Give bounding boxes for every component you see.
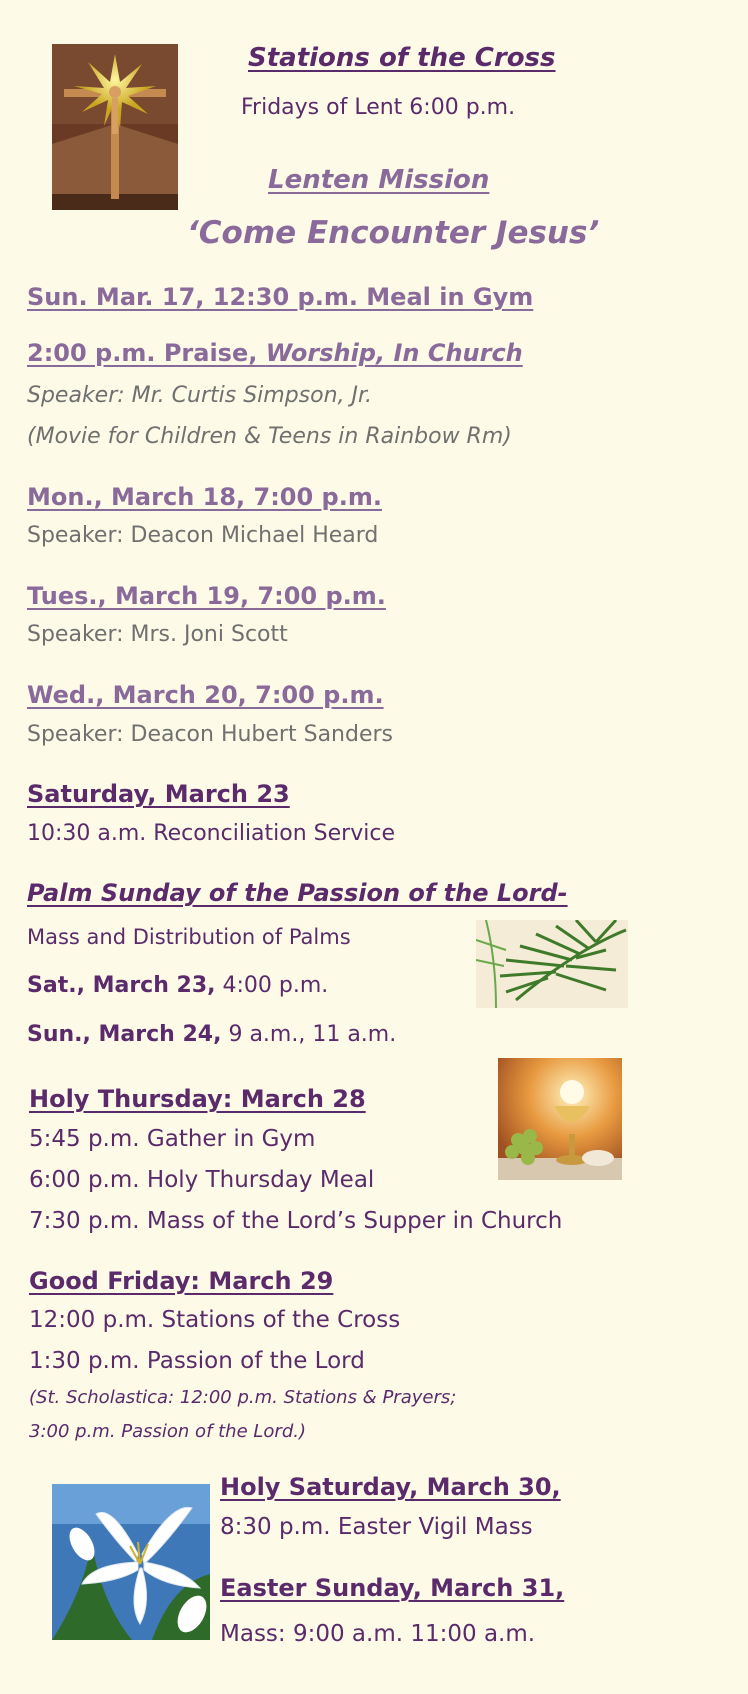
easter-line1: Mass: 9:00 a.m. 11:00 a.m.	[220, 1621, 536, 1647]
palm-image	[476, 920, 628, 1008]
holy-thursday-line3: 7:30 p.m. Mass of the Lord’s Supper in Church	[29, 1208, 563, 1234]
palm-line1: Mass and Distribution of Palms	[27, 925, 351, 949]
lily-image	[52, 1484, 210, 1640]
chalice-image	[498, 1058, 622, 1180]
palm-sat-bold: Sat., March 23,	[27, 973, 216, 998]
wed-heading: Wed., March 20, 7:00 p.m.	[27, 681, 384, 709]
good-friday-line1: 12:00 p.m. Stations of the Cross	[29, 1307, 401, 1333]
holy-thursday-line1: 5:45 p.m. Gather in Gym	[29, 1126, 316, 1152]
tue-heading: Tues., March 19, 7:00 p.m.	[27, 582, 386, 610]
easter-heading: Easter Sunday, March 31,	[220, 1574, 565, 1602]
mon-heading: Mon., March 18, 7:00 p.m.	[27, 483, 382, 511]
stations-title: Stations of the Cross	[248, 43, 556, 73]
sun-movie-note: (Movie for Children & Teens in Rainbow Rm)	[27, 424, 512, 449]
sun-meal-heading: Sun. Mar. 17, 12:30 p.m. Meal in Gym	[27, 283, 534, 311]
stations-subtitle: Fridays of Lent 6:00 p.m.	[241, 95, 516, 120]
palm-sun-rest: 9 a.m., 11 a.m.	[221, 1022, 397, 1047]
good-friday-line2: 1:30 p.m. Passion of the Lord	[29, 1348, 365, 1374]
sun-praise-heading	[27, 341, 523, 365]
palm-sun-bold: Sun., March 24,	[27, 1022, 222, 1047]
mission-title: Lenten Mission	[268, 165, 490, 195]
good-friday-note2: 3:00 p.m. Passion of the Lord.)	[29, 1421, 306, 1442]
holy-saturday-line1: 8:30 p.m. Easter Vigil Mass	[220, 1514, 533, 1540]
holy-thursday-heading: Holy Thursday: March 28	[29, 1085, 366, 1113]
sun-praise-italic: Worship, In Church	[265, 339, 523, 367]
wed-speaker: Speaker: Deacon Hubert Sanders	[27, 722, 393, 747]
sun-speaker: Speaker: Mr. Curtis Simpson, Jr.	[27, 383, 373, 408]
palm-sat-rest: 4:00 p.m.	[215, 973, 329, 998]
holy-thursday-line2: 6:00 p.m. Holy Thursday Meal	[29, 1167, 375, 1193]
saturday-heading: Saturday, March 23	[27, 780, 290, 808]
palm-sat-line	[27, 975, 328, 997]
tue-speaker: Speaker: Mrs. Joni Scott	[27, 622, 288, 647]
sun-praise-prefix: 2:00 p.m. Praise,	[27, 339, 266, 367]
palm-heading: Palm Sunday of the Passion of the Lord-	[27, 879, 568, 907]
palm-sun-line	[27, 1024, 396, 1046]
good-friday-note1: (St. Scholastica: 12:00 p.m. Stations & Prayers;	[29, 1387, 457, 1408]
crucifix-image	[52, 44, 178, 210]
good-friday-heading: Good Friday: March 29	[29, 1267, 334, 1295]
mon-speaker: Speaker: Deacon Michael Heard	[27, 523, 379, 548]
mission-theme: ‘Come Encounter Jesus’	[187, 215, 600, 251]
saturday-detail: 10:30 a.m. Reconciliation Service	[27, 821, 395, 846]
holy-saturday-heading: Holy Saturday, March 30,	[220, 1473, 561, 1501]
